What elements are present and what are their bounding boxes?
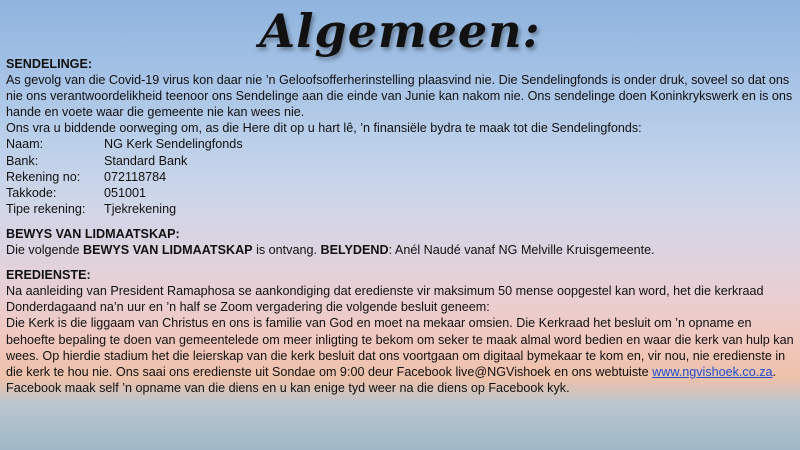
bank-detail-row bbox=[6, 169, 796, 185]
detail-value: Standard Bank bbox=[104, 153, 188, 168]
detail-label: Tipe rekening: bbox=[6, 201, 86, 216]
eredienste-heading: EREDIENSTE: bbox=[6, 268, 91, 283]
lidmaatskap-text-end: : Anél Naudé vanaf NG Melville Kruisgemeente. bbox=[388, 243, 655, 258]
bank-detail-row bbox=[6, 185, 796, 201]
slide-content bbox=[6, 56, 796, 396]
detail-label: Takkode: bbox=[6, 185, 57, 200]
detail-value: 072118784 bbox=[104, 169, 167, 184]
sendelinge-paragraph-2: Ons vra u biddende oorweging om, as die Here dit op u hart lê, ’n finansiële bydra te maak tot die Sendelingfonds: bbox=[6, 121, 642, 136]
detail-value: NG Kerk Sendelingfonds bbox=[104, 137, 243, 152]
eredienste-paragraph-2 bbox=[6, 315, 796, 395]
detail-label: Rekening no: bbox=[6, 169, 81, 184]
detail-label: Bank: bbox=[6, 153, 39, 168]
sendelinge-heading: SENDELINGE: bbox=[6, 57, 93, 71]
detail-label: Naam: bbox=[6, 137, 44, 152]
eredienste-paragraph-2-end: . Facebook maak self ’n opname van die diens en u kan enige tyd weer na die diens op Facebook kyk. bbox=[6, 364, 777, 395]
lidmaatskap-text bbox=[6, 242, 796, 258]
belydend-label: BELYDEND bbox=[320, 243, 389, 258]
lidmaatskap-heading: BEWYS VAN LIDMAATSKAP: bbox=[6, 226, 180, 241]
eredienste-paragraph-2-start: Die Kerk is die liggaam van Christus en ons is familie van God en moet na mekaar omsien. Die Kerkraad het besluit om ’n opname en behoefte bepaling te doen van gemeentelede om meer inligting te bekom om seker te maak almal word bedien en waar die kerk van hulp kan wees. Op hierdie stadium het die leierskap van die kerk besluit dat ons voortgaan om digitaal bymekaar te kom en, vir nou, nie eredienste in die kerk te hou nie. Ons saai ons eredienste uit Sondae om 9:00 deur Facebook live@NGVishoek en ons webtuiste bbox=[6, 316, 794, 379]
bank-detail-row bbox=[6, 136, 796, 152]
website-link[interactable]: www.ngvishoek.co.za bbox=[652, 364, 773, 379]
eredienste-paragraph-1: Na aanleiding van President Ramaphosa se aankondiging dat eredienste vir maksimum 50 mense oopgestel kan word, het die kerkraad Donderdagaand na’n uur en ’n half se Zoom vergadering die volgende besluit geneem: bbox=[6, 284, 764, 315]
bank-detail-row bbox=[6, 153, 796, 169]
sendelinge-paragraph-1: As gevolg van die Covid-19 virus kon daar nie ’n Geloofsofferherinstelling plaasvind nie. Die Sendelingfonds is onder druk, soveel so dat ons nie ons verantwoordelikheid teenoor ons Sendelinge aan die einde van Junie kan nakom nie. Ons sendelinge doen Koninkrykswerk en is ons hande en voete waar die gemeente nie kan wees nie. bbox=[6, 73, 793, 120]
bank-detail-row bbox=[6, 201, 796, 217]
detail-value: Tjekrekening bbox=[104, 201, 177, 216]
slide-title: Algemeen: bbox=[259, 4, 541, 58]
detail-value: 051001 bbox=[104, 185, 147, 200]
lidmaatskap-text-start: Die volgende bbox=[6, 243, 84, 258]
lidmaatskap-text-mid: is ontvang. bbox=[252, 243, 321, 258]
bank-details bbox=[6, 136, 796, 216]
lidmaatskap-text-bold: BEWYS VAN LIDMAATSKAP bbox=[83, 243, 253, 258]
